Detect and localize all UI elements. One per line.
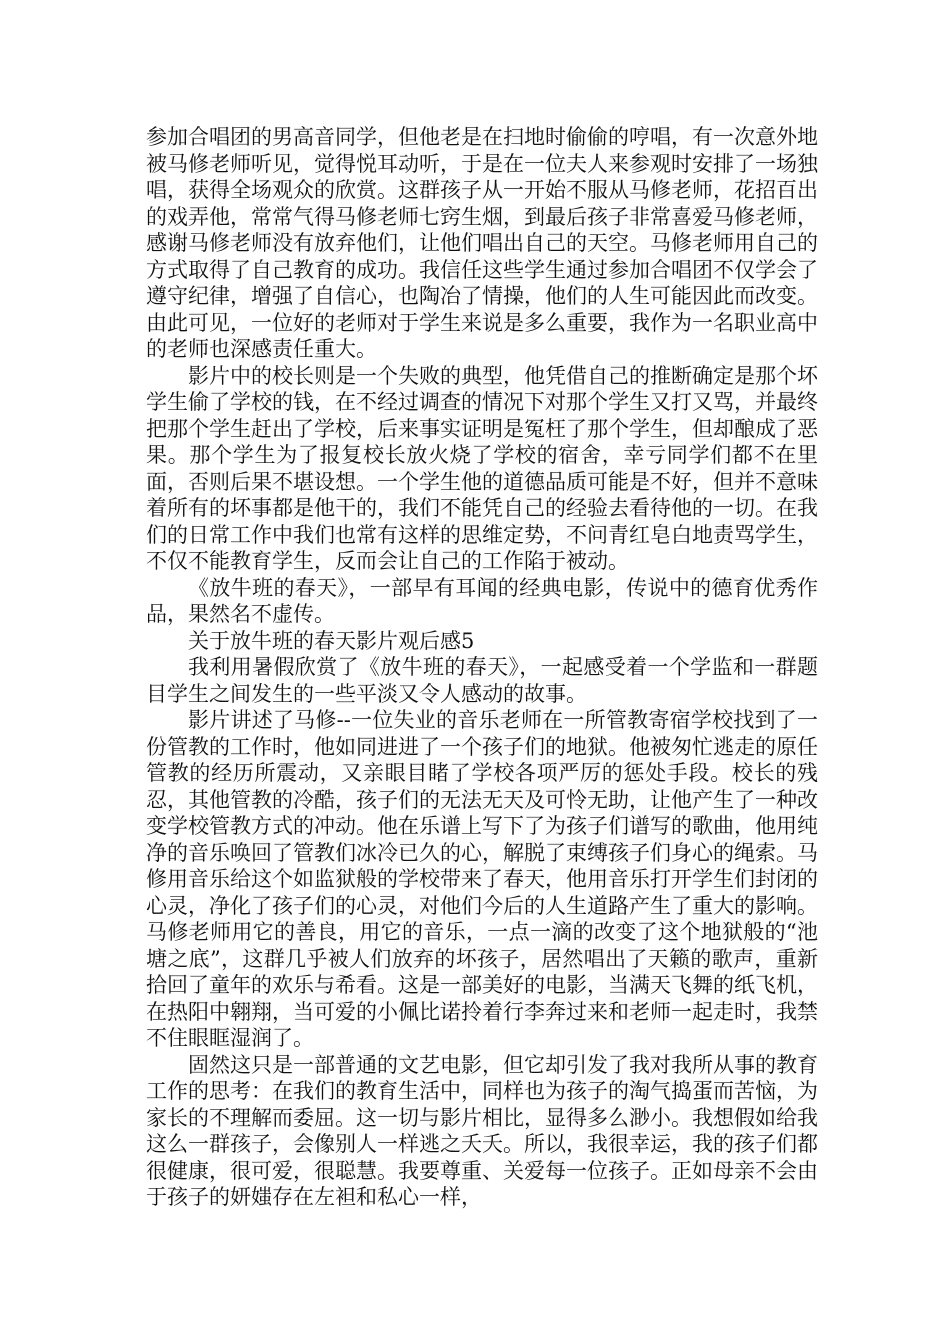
paragraph-2: 影片中的校长则是一个失败的典型，他凭借自己的推断确定是那个坏学生偷了学校的钱，在不经过调查的情况下对那个学生又打又骂，并最终把那个学生赶出了学校，后来事实证明是冤枉了那个学生，但却酿成了恶果。那个学生为了报复校长放火烧了学校的宿舍，幸亏同学们都不在里面，否则后果不堪设想。一个学生他的道德品质可能是不好，但并不意味着所有的坏事都是他干的，我们不能凭自己的经验去看待他的一切。在我们的日常工作中我们也常有这样的思维定势，不问青红皂白地责骂学生，不仅不能教育学生，反而会让自己的工作陷于被动。 xyxy=(146,363,818,573)
paragraph-1: 参加合唱团的男高音同学，但他老是在扫地时偷偷的哼唱，有一次意外地被马修老师听见，觉得悦耳动听，于是在一位夫人来参观时安排了一场独唱，获得全场观众的欣赏。这群孩子从一开始不服从马修老师，花招百出的戏弄他，常常气得马修老师七窍生烟，到最后孩子非常喜爱马修老师，感谢马修老师没有放弃他们，让他们唱出自己的天空。马修老师用自己的方式取得了自己教育的成功。我信任这些学生通过参加合唱团不仅学会了遵守纪律，增强了自信心，也陶冶了情操，他们的人生可能因此而改变。由此可见，一位好的老师对于学生来说是多么重要，我作为一名职业高中的老师也深感责任重大。 xyxy=(146,125,818,361)
section-heading: 关于放牛班的春天影片观后感5 xyxy=(188,628,475,653)
paragraph-4: 我利用暑假欣赏了《放牛班的春天》，一起感受着一个学监和一群题目学生之间发生的一些平淡又令人感动的故事。 xyxy=(146,655,818,706)
paragraph-5: 影片讲述了马修--一位失业的音乐老师在一所管教寄宿学校找到了一份管教的工作时，他如同进进了一个孩子们的地狱。他被匆忙逃走的原任管教的经历所震动，又亲眼目睹了学校各项严厉的惩处手段。校长的残忍，其他管教的冷酷，孩子们的无法无天及可怜无助，让他产生了一种改变学校管教方式的冲动。他在乐谱上写下了为孩子们谱写的歌曲，他用纯净的音乐唤回了管教们冰冷已久的心，解脱了束缚孩子们身心的绳索。马修用音乐给这个如监狱般的学校带来了春天，他用音乐打开学生们封闭的心灵，净化了孩子们的心灵，对他们今后的人生道路产生了重大的影响。马修老师用它的善良，用它的音乐，一点一滴的改变了这个地狱般的“池塘之底”，这群几乎被人们放弃的坏孩子，居然唱出了天籁的歌声，重新拾回了童年的欢乐与希看。这是一部美好的电影，当满天飞舞的纸飞机，在热阳中翱翔，当可爱的小佩比诺拎着行李奔过来和老师一起走时，我禁不住眼眶湿润了。 xyxy=(146,708,818,1050)
document-page xyxy=(146,124,818,1211)
paragraph-6: 固然这只是一部普通的文艺电影，但它却引发了我对我所从事的教育工作的思考：在我们的教育生活中，同样也为孩子的淘气捣蛋而苦恼，为家长的不理解而委屈。这一切与影片相比，显得多么渺小。我想假如给我这么一群孩子，会像别人一样逃之夭夭。所以，我很幸运，我的孩子们都很健康，很可爱，很聪慧。我要尊重、关爱每一位孩子。正如母亲不会由于孩子的妍媸存在左袒和私心一样， xyxy=(146,1052,818,1209)
paragraph-3: 《放牛班的春天》，一部早有耳闻的经典电影，传说中的德育优秀作品，果然名不虚传。 xyxy=(146,575,818,626)
